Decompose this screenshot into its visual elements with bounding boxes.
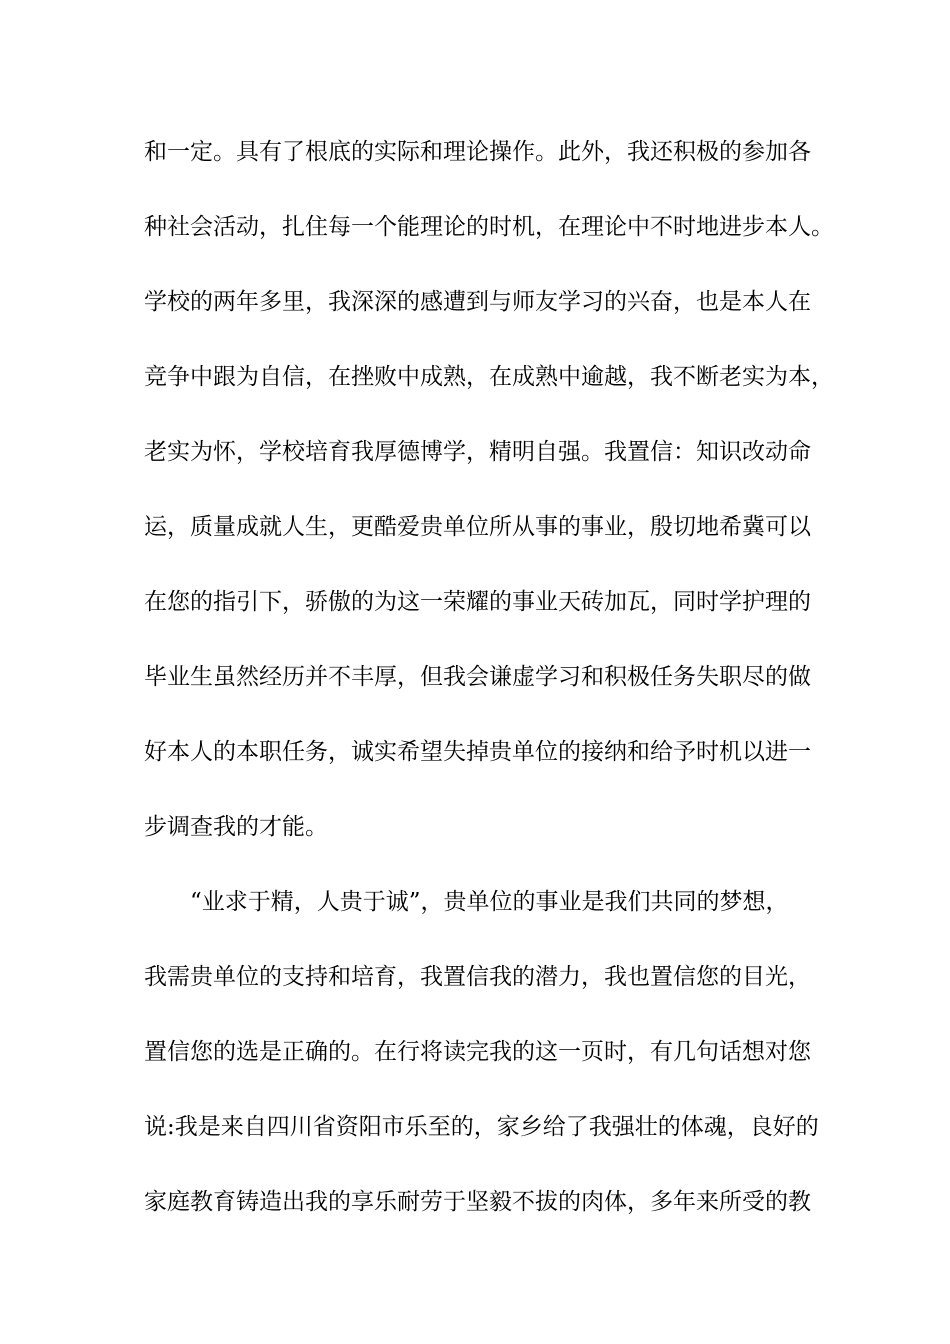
text-line-5: 老实为怀，学校培育我厚德博学，精明自强。我置信：知识改动命 — [144, 439, 811, 465]
text-line-15: 家庭教育铸造出我的享乐耐劳于坚毅不拔的肉体，多年来所受的教 — [144, 1189, 811, 1215]
text-line-10: 步调查我的才能。 — [144, 814, 328, 840]
text-line-9: 好本人的本职任务，诚实希望失掉贵单位的接纳和给予时机以进一 — [144, 739, 811, 765]
text-line-6: 运，质量成就人生，更酷爱贵单位所从事的事业，殷切地希冀可以 — [144, 514, 811, 540]
text-line-11: “业求于精，人贵于诚”，贵单位的事业是我们共同的梦想， — [190, 889, 789, 915]
text-line-8: 毕业生虽然经历并不丰厚，但我会谦虚学习和积极任务失职尽的做 — [144, 664, 811, 690]
text-line-7: 在您的指引下，骄傲的为这一荣耀的事业天砖加瓦，同时学护理的 — [144, 589, 811, 615]
text-line-14: 说:我是来自四川省资阳市乐至的，家乡给了我强壮的体魂，良好的 — [144, 1114, 819, 1140]
text-line-13: 置信您的选是正确的。在行将读完我的这一页时，有几句话想对您 — [144, 1039, 811, 1065]
text-line-2: 种社会活动，扎住每一个能理论的时机，在理论中不时地进步本人。 — [144, 214, 834, 240]
text-line-4: 竞争中跟为自信，在挫败中成熟，在成熟中逾越，我不断老实为本， — [144, 364, 834, 390]
text-line-3: 学校的两年多里，我深深的感遭到与师友学习的兴奋，也是本人在 — [144, 289, 811, 315]
text-line-1: 和一定。具有了根底的实际和理论操作。此外，我还积极的参加各 — [144, 139, 811, 165]
body-text — [144, 132, 834, 1257]
text-line-12: 我需贵单位的支持和培育，我置信我的潜力，我也置信您的目光， — [144, 964, 811, 990]
